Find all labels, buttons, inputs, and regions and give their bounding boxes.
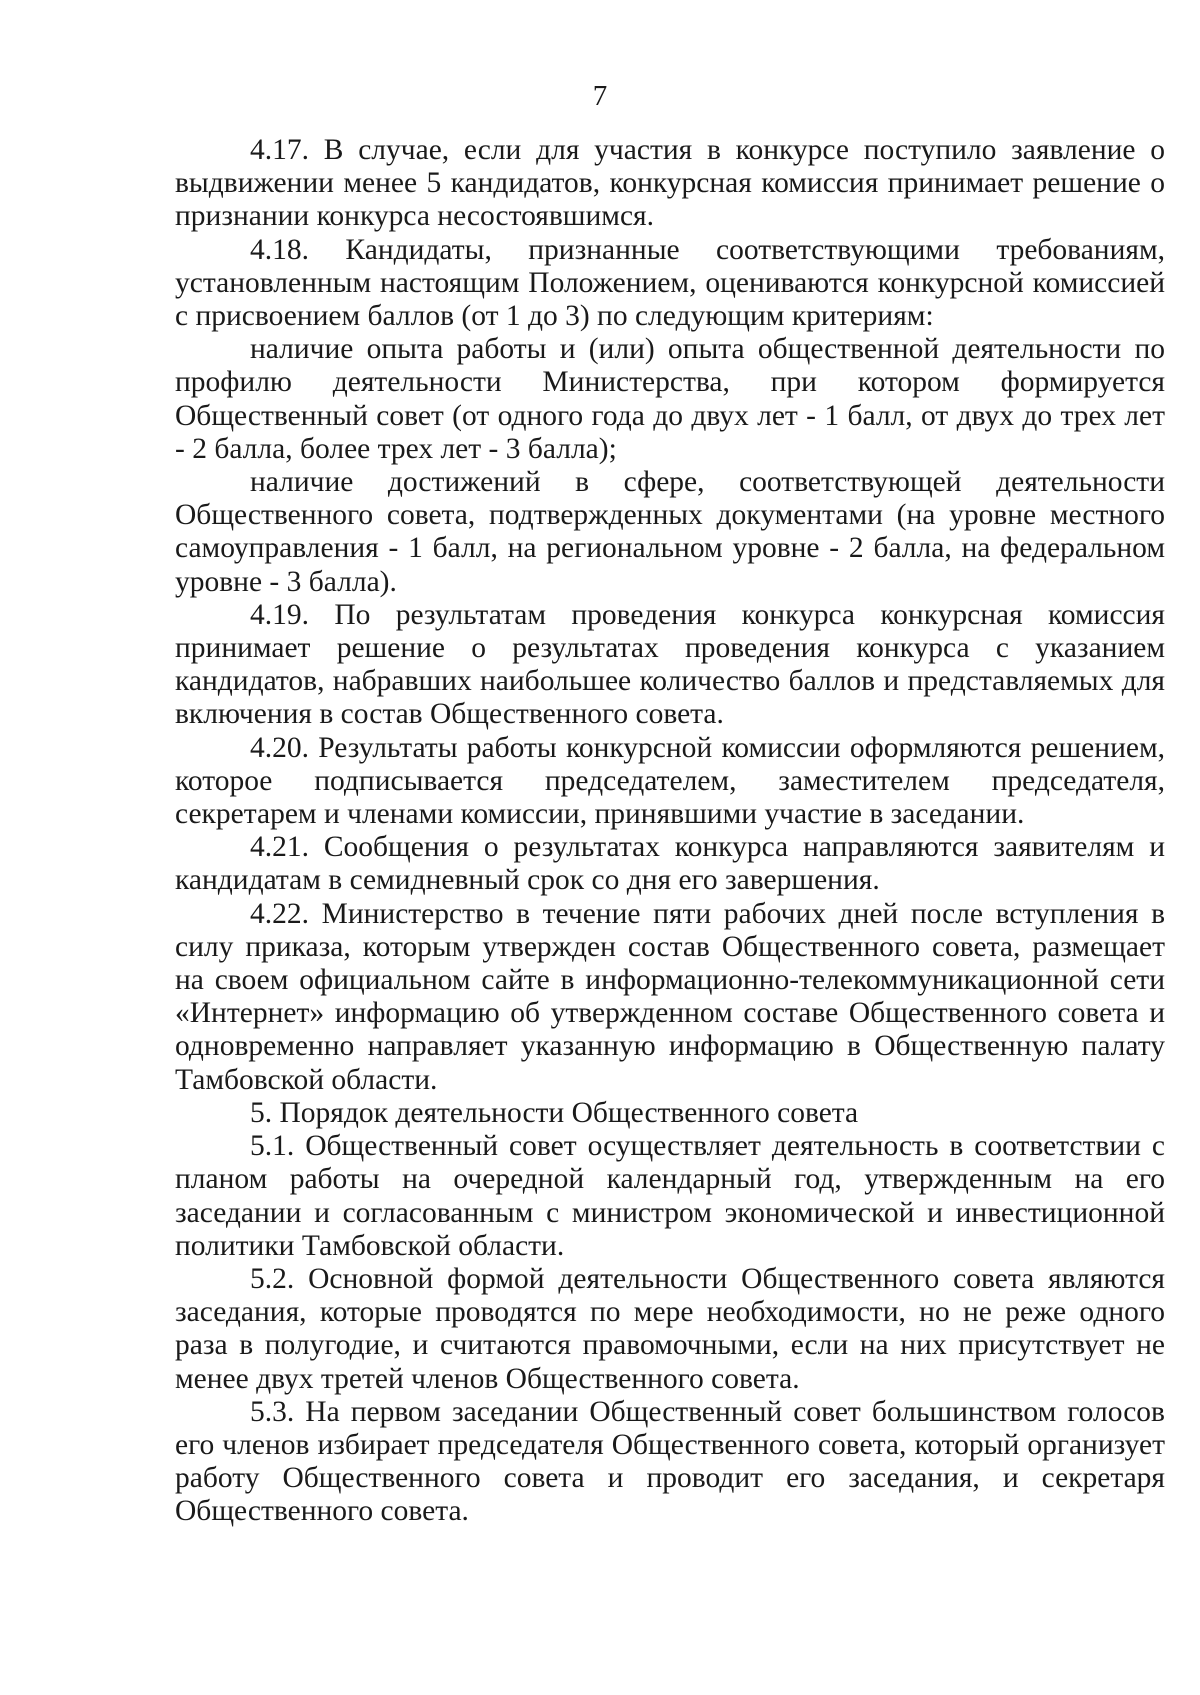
- paragraph-4-17: 4.17. В случае, если для участия в конкурсе поступило заявление о выдвижении менее 5 кандидатов, конкурсная комиссия принимает решение о признании конкурса несостоявшимся.: [175, 134, 1165, 233]
- page-number: 7: [592, 80, 608, 112]
- document-body: [175, 134, 1165, 1529]
- paragraph-5-1: 5.1. Общественный совет осуществляет деятельность в соответствии с планом работы на очередной календарный год, утвержденным на его заседании и согласованным с министром экономической и инвестиционной политики Тамбовской области.: [175, 1130, 1165, 1262]
- paragraph-5-2: 5.2. Основной формой деятельности Общественного совета являются заседания, которые проводятся по мере необходимости, но не реже одного раза в полугодие, и считаются правомочными, если на них присутствует не менее двух третей членов Общественного совета.: [175, 1262, 1165, 1395]
- criterion-achievements: наличие достижений в сфере, соответствующей деятельности Общественного совета, подтвержденных документами (на уровне местного самоуправления - 1 балл, на региональном уровне - 2 балла, на федеральном уровне - 3 балла).: [175, 466, 1165, 598]
- paragraph-5-3: 5.3. На первом заседании Общественный совет большинством голосов его членов избирает председателя Общественного совета, который организует работу Общественного совета и проводит его заседания, и секретаря Общественного совета.: [175, 1395, 1165, 1528]
- paragraph-4-22: 4.22. Министерство в течение пяти рабочих дней после вступления в силу приказа, которым утвержден состав Общественного совета, размещает на своем официальном сайте в информационно-телекоммуникационной сети «Интернет» информацию об утвержденном составе Общественного совета и одновременно направляет указанную информацию в Общественную палату Тамбовской области.: [175, 897, 1165, 1096]
- criterion-experience: наличие опыта работы и (или) опыта общественной деятельности по профилю деятельности Министерства, при котором формируется Общественный совет (от одного года до двух лет - 1 балл, от двух до трех лет - 2 балла, более трех лет - 3 балла);: [175, 333, 1165, 465]
- section-heading: 5. Порядок деятельности Общественного совета: [250, 1096, 859, 1129]
- paragraph-4-19: 4.19. По результатам проведения конкурса конкурсная комиссия принимает решение о результатах проведения конкурса с указанием кандидатов, набравших наибольшее количество баллов и представляемых для включения в состав Общественного совета.: [175, 598, 1165, 731]
- paragraph-4-18: 4.18. Кандидаты, признанные соответствующими требованиям, установленным настоящим Положением, оцениваются конкурсной комиссией с присвоением баллов (от 1 до 3) по следующим критериям:: [175, 233, 1165, 333]
- paragraph-4-21: 4.21. Сообщения о результатах конкурса направляются заявителям и кандидатам в семидневный срок со дня его завершения.: [175, 831, 1165, 897]
- paragraph-4-20: 4.20. Результаты работы конкурсной комиссии оформляются решением, которое подписывается председателем, заместителем председателя, секретарем и членами комиссии, принявшими участие в заседании.: [175, 731, 1165, 831]
